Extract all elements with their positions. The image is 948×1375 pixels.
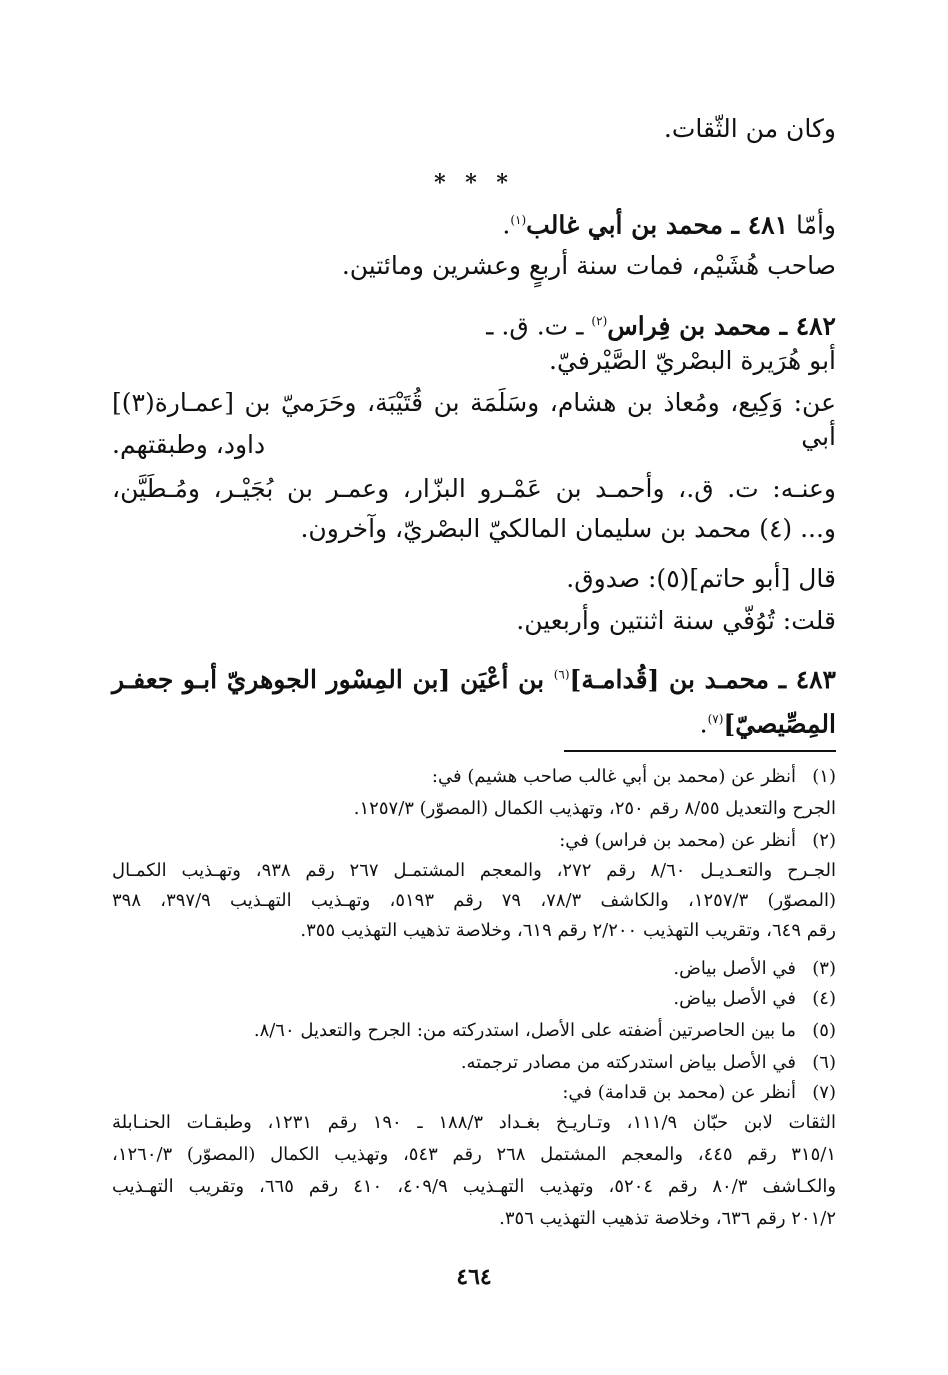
footnote-ref: (٢) [591, 314, 608, 328]
footnote-number: (٥) [812, 1020, 836, 1041]
entry-482-heading [486, 304, 836, 343]
entry-483-heading-cont [700, 702, 836, 741]
footnote-text: الجرح والتعديل ٨/٥٥ رقم ٢٥٠، وتهذيب الكمال (المصوّر) ١٢٥٧/٣. [353, 798, 836, 819]
footnote-text: ٣١٥/١ رقم ٤٤٥، والمعجم المشتمل ٢٦٨ رقم ٥٤٣، وتهذيب الكمال (المصوّر) ١٢٦٠/٣، [112, 1144, 836, 1165]
footnote-separator [564, 750, 836, 752]
body-line: أبو هُرَيرة البصْريّ الصَّيْرفيّ. [549, 346, 836, 375]
footnote-text: (المصوّر) ١٢٥٧/٣، والكاشف ٧٨/٣، ٧٩ رقم ٥١٩٣، وتهـذيب التهـذيب ٣٩٧/٩، ٣٩٨ [112, 890, 837, 911]
footnote-ref: (٧) [707, 712, 724, 726]
entry-title: ٤٨٢ ـ محمد بن فِراس [607, 311, 836, 341]
entry-title: ٤٨٣ ـ محمـد بن [قُدامـة] [569, 665, 836, 695]
body-line: عن: وَكِيع، ومُعاذ بن هشام، وسَلَمَة بن قُتَيْبَة، وحَرَميّ بن [عمـارة(٣)] أبي [112, 388, 836, 451]
footnote-number: (٧) [812, 1082, 836, 1103]
footnote-text: الجـرح والتعـديـل ٨/٦٠ رقم ٢٧٢، والمعجم المشتمـل ٢٦٧ رقم ٩٣٨، وتهـذيب الكمـال [112, 860, 836, 881]
entry-title: ٤٨١ ـ محمد بن أبي غالب [526, 210, 789, 240]
footnote-number: (١) [812, 766, 836, 787]
entry-title-cont: بن أعْيَن [بن المِسْور الجوهريّ أبـو جعفـر [112, 665, 554, 695]
entry-483-heading [112, 658, 836, 697]
entry-481-heading [502, 203, 836, 242]
footnote-number: (٤) [812, 988, 836, 1009]
footnote-number: (٣) [812, 958, 836, 979]
footnote-text: الثقات لابن حبّان ١١١/٩، وتـاريـخ بغـداد ١٨٨/٣ ـ ١٩٠ رقم ١٢٣١، وطبقـات الحنـابلة [112, 1112, 836, 1133]
section-separator: * * * [434, 170, 514, 196]
entry-prefix: وأمّا [788, 210, 836, 240]
entry-end: . [502, 210, 511, 240]
footnote-number: (٢) [812, 830, 836, 851]
entry-title-end: المِصِّيصيّ] [723, 709, 836, 739]
body-line: وعنـه: ت. ق.، وأحمـد بن عَمْـرو البزّار، وعمـر بن بُجَيْـر، ومُـطَيَّن، [112, 474, 836, 503]
body-line: وكان من الثّقات. [663, 114, 836, 143]
footnote-ref: (٦) [553, 668, 570, 682]
page-number: ٤٦٤ [456, 1264, 492, 1290]
body-line: و... (٤) محمد بن سليمان المالكيّ البصْريّ، وآخرون. [300, 514, 836, 543]
footnote-text: أنظر عن (محمد بن فراس) في: [559, 830, 796, 851]
footnote-text: ما بين الحاصرتين أضفته على الأصل، استدركته من: الجرح والتعديل ٨/٦٠. [253, 1020, 796, 1041]
body-line: قلت: تُوُفّي سنة اثنتين وأربعين. [516, 606, 836, 635]
footnote-ref: (١) [510, 213, 527, 227]
footnote-text: في الأصل بياض استدركته من مصادر ترجمته. [460, 1052, 796, 1073]
body-line: قال [أبو حاتم](٥): صدوق. [566, 564, 836, 593]
footnote-text: والكـاشف ٨٠/٣ رقم ٥٢٠٤، وتهذيب التهـذيب ٤٠٩/٩، ٤١٠ رقم ٦٦٥، وتقريب التهـذيب [112, 1176, 837, 1197]
body-line: داود، وطبقتهم. [112, 430, 266, 459]
footnote-text: أنظر عن (محمد بن أبي غالب صاحب هشيم) في: [431, 766, 796, 787]
entry-tail: ـ ت. ق. ـ [486, 311, 592, 341]
footnote-text: في الأصل بياض. [673, 988, 796, 1009]
body-line: صاحب هُشَيْم، فمات سنة أربعٍ وعشرين ومائتين. [341, 251, 836, 280]
footnote-text: ٢٠١/٢ رقم ٦٣٦، وخلاصة تذهيب التهذيب ٣٥٦. [499, 1208, 836, 1229]
footnote-number: (٦) [812, 1052, 836, 1073]
footnote-text: في الأصل بياض. [673, 958, 796, 979]
entry-end: . [699, 709, 708, 739]
footnote-text: رقم ٦٤٩، وتقريب التهذيب ٢/٢٠٠ رقم ٦١٩، وخلاصة تذهيب التهذيب ٣٥٥. [300, 920, 836, 941]
footnote-text: أنظر عن (محمد بن قدامة) في: [562, 1082, 796, 1103]
